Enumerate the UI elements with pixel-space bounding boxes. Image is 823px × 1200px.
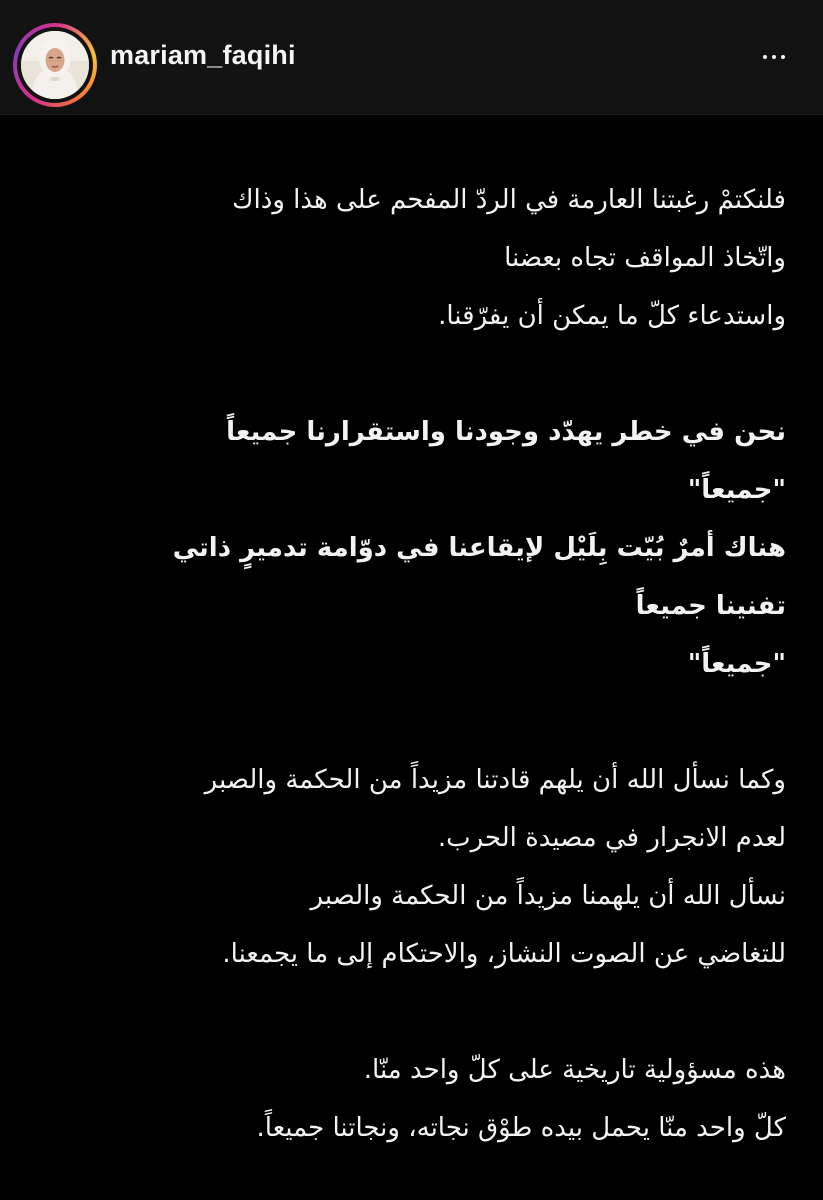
paragraph-gap [26, 693, 786, 751]
dot [781, 55, 785, 59]
avatar[interactable] [21, 31, 89, 99]
caption-line-bold: "جميعاً" [687, 475, 786, 505]
caption-line: نسأل الله أن يلهمنا مزيداً من الحكمة والصبر [310, 881, 786, 911]
post-caption [26, 171, 786, 1157]
paragraph-gap [26, 345, 786, 403]
caption-line: فلنكتمْ رغبتنا العارمة في الردّ المفحم على هذا وذاك [232, 185, 786, 215]
caption-line: وكما نسأل الله أن يلهم قادتنا مزيداً من الحكمة والصبر [204, 765, 786, 795]
caption-line: هذه مسؤولية تاريخية على كلّ واحد منّا. [363, 1055, 786, 1085]
paragraph-gap [26, 983, 786, 1041]
caption-line: كلّ واحد منّا يحمل بيده طوْق نجاته، ونجاتنا جميعاً. [256, 1113, 786, 1143]
dot [772, 55, 776, 59]
dot [763, 55, 767, 59]
post-header [0, 0, 823, 115]
caption-line-bold: هناك أمرٌ بُيّت بِلَيْل لإيقاعنا في دوّامة تدميرٍ ذاتي [172, 533, 786, 563]
story-ring[interactable] [13, 23, 97, 107]
caption-line: واتّخاذ المواقف تجاه بعضنا [504, 243, 786, 273]
caption-line-bold: "جميعاً" [687, 649, 786, 679]
more-horizontal-icon[interactable] [752, 40, 796, 74]
caption-line: واستدعاء كلّ ما يمكن أن يفرّقنا. [438, 301, 786, 331]
avatar-photo [21, 31, 89, 99]
username[interactable]: mariam_faqihi [110, 40, 296, 70]
caption-line-bold: نحن في خطر يهدّد وجودنا واستقرارنا جميعاً [226, 417, 786, 447]
caption-line: للتغاضي عن الصوت النشاز، والاحتكام إلى ما يجمعنا. [222, 939, 786, 969]
caption-line: لعدم الانجرار في مصيدة الحرب. [437, 823, 786, 853]
caption-line-bold: تفنينا جميعاً [635, 591, 786, 621]
